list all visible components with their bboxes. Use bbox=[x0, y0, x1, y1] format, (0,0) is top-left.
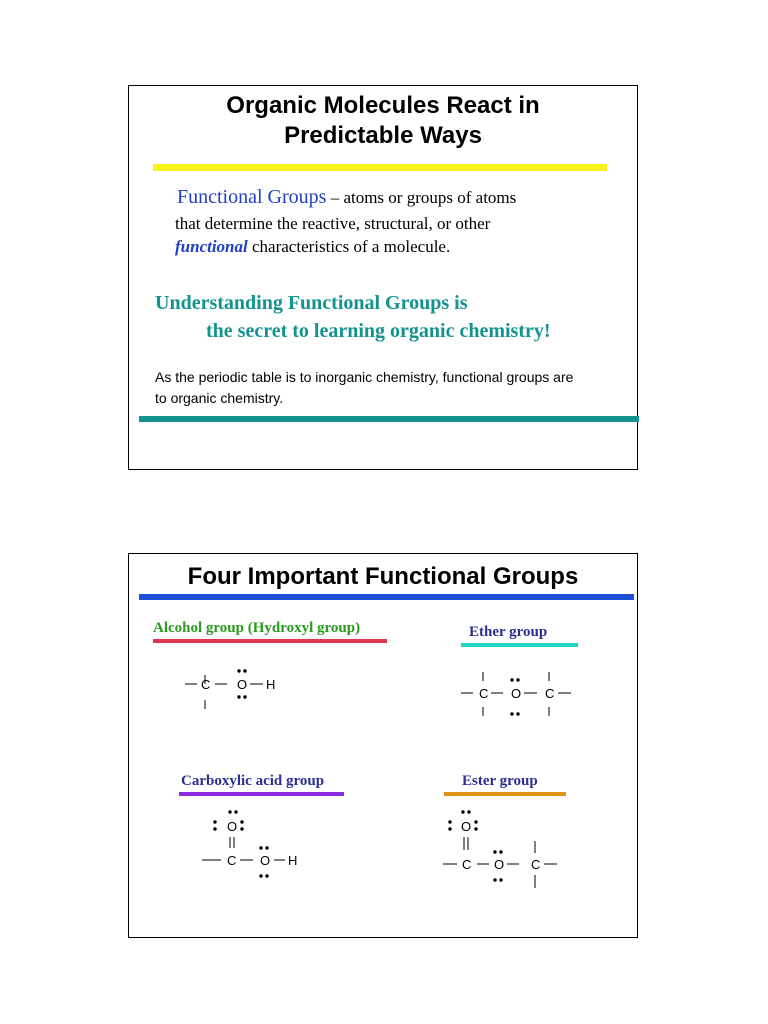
ester-c-atom-1: C bbox=[462, 857, 472, 872]
alcohol-o-atom: O bbox=[237, 677, 248, 692]
carboxylic-h-atom: H bbox=[288, 853, 298, 868]
slide2-title: Four Important Functional Groups bbox=[187, 563, 579, 590]
definition-line2: that determine the reactive, structural, or other bbox=[175, 214, 491, 233]
carboxylic-oh-o: O bbox=[260, 853, 271, 868]
alcohol-structure bbox=[185, 670, 275, 709]
ester-o-atom: O bbox=[494, 857, 505, 872]
definition-line3 bbox=[175, 237, 450, 257]
carboxylic-structure bbox=[202, 811, 297, 877]
carboxylic-c-atom: C bbox=[227, 853, 237, 868]
secret-line1: Understanding Functional Groups is bbox=[155, 292, 468, 314]
definition-line1 bbox=[177, 186, 516, 209]
ether-structure bbox=[461, 672, 571, 716]
ether-c-atom-1: C bbox=[479, 686, 489, 701]
functional-italic: functional bbox=[175, 237, 248, 256]
ether-c-atom-2: C bbox=[545, 686, 555, 701]
ether-group-label: Ether group bbox=[469, 624, 548, 640]
functional-groups-term: Functional Groups bbox=[177, 186, 327, 208]
ether-o-atom: O bbox=[511, 686, 522, 701]
secret-line2: the secret to learning organic chemistry! bbox=[206, 320, 551, 342]
carboxylic-group-label: Carboxylic acid group bbox=[181, 773, 325, 789]
bottom-bar bbox=[139, 416, 639, 422]
definition-text3: characteristics of a molecule. bbox=[247, 237, 451, 256]
slide-organic-molecules bbox=[128, 85, 638, 470]
structures-svg bbox=[129, 554, 637, 936]
title-underline-bar bbox=[153, 164, 607, 171]
slide1-title-line1: Organic Molecules React in bbox=[226, 92, 540, 119]
ester-structure bbox=[443, 811, 557, 888]
note-line2: to organic chemistry. bbox=[155, 390, 284, 406]
ester-carbonyl-o: O bbox=[461, 819, 472, 834]
ester-c-atom-2: C bbox=[531, 857, 541, 872]
definition-text1: – atoms or groups of atoms bbox=[326, 188, 517, 207]
slide1-title-line2: Predictable Ways bbox=[284, 122, 482, 149]
alcohol-group-label: Alcohol group (Hydroxyl group) bbox=[153, 620, 361, 636]
alcohol-h-atom: H bbox=[266, 677, 276, 692]
alcohol-c-atom: C bbox=[201, 677, 211, 692]
carboxylic-carbonyl-o: O bbox=[227, 819, 238, 834]
ester-group-label: Ester group bbox=[462, 773, 538, 789]
slide-four-functional-groups bbox=[128, 553, 638, 938]
note-line1: As the periodic table is to inorganic chemistry, functional groups are bbox=[155, 369, 574, 385]
